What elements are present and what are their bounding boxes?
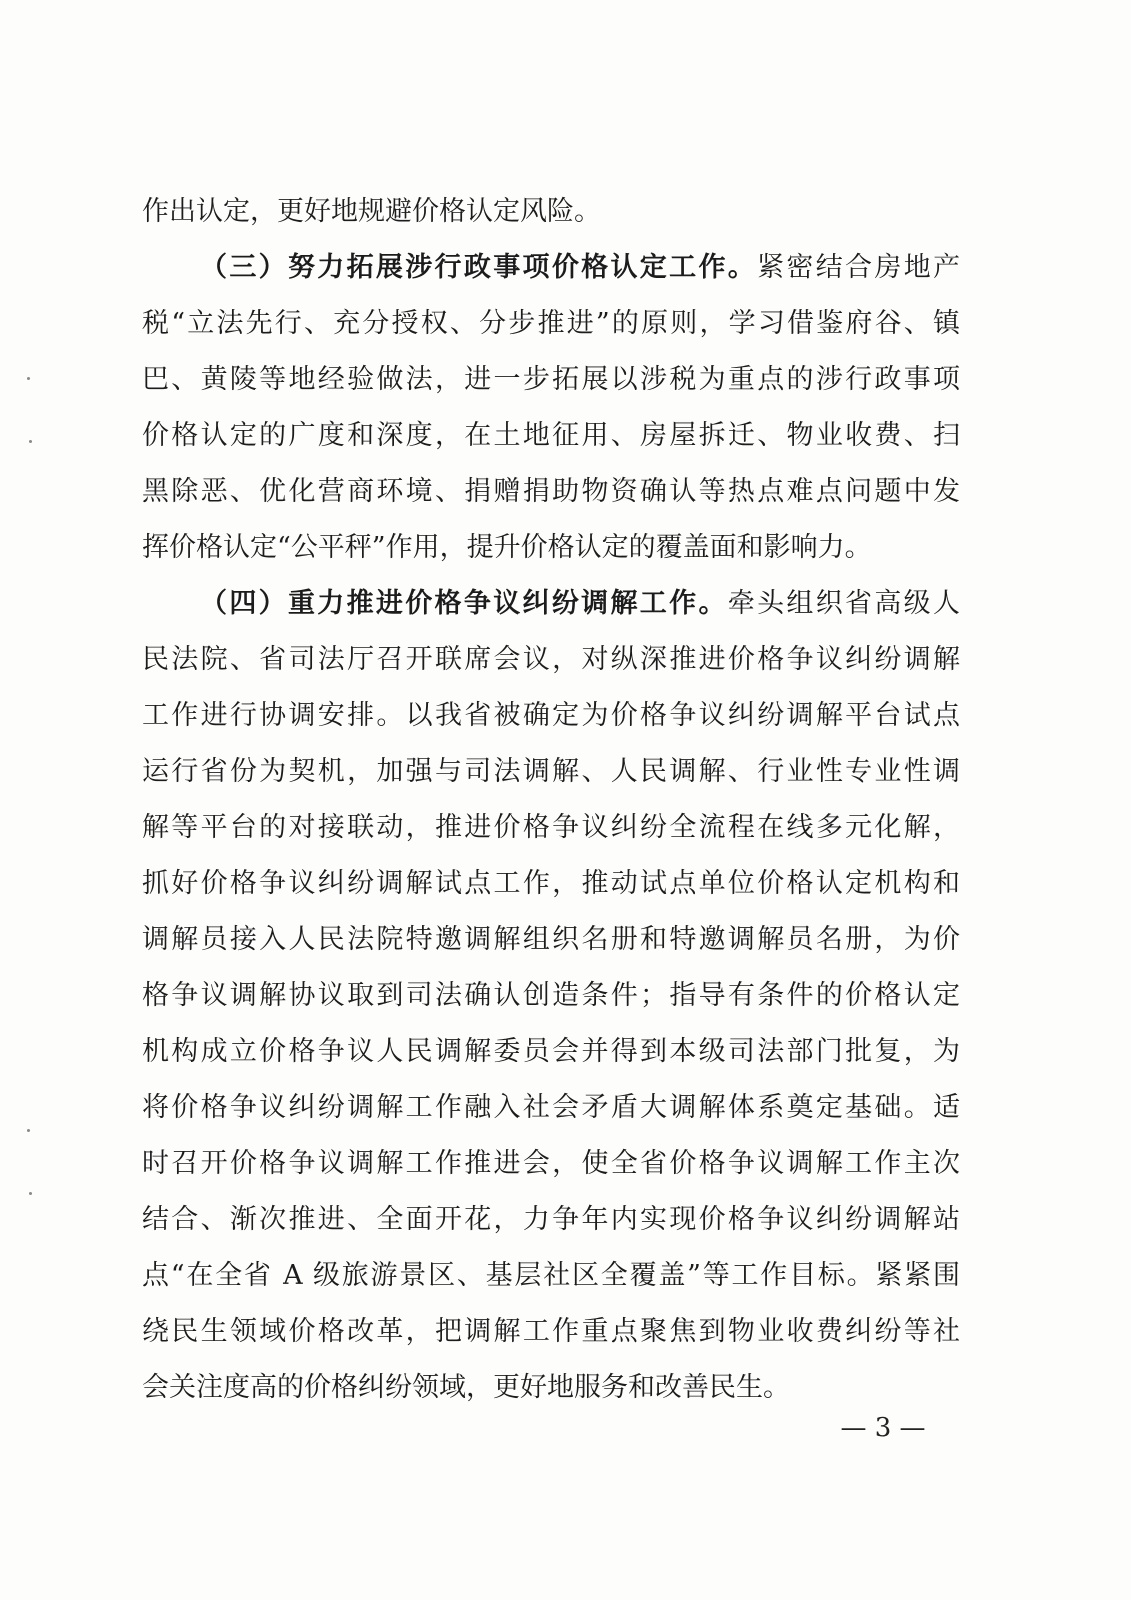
text-line	[142, 1136, 960, 1192]
scan-speck	[27, 1129, 30, 1132]
page-number: — 3 —	[840, 1413, 926, 1443]
text-line	[142, 1192, 960, 1248]
line-text: 解等平台的对接联动，推进价格争议纠纷全流程在线多元化解，	[142, 812, 960, 843]
line-text: 运行省份为契机，加强与司法调解、人民调解、行业性专业性调	[142, 756, 960, 787]
text-line	[142, 744, 960, 800]
scan-speck	[29, 440, 32, 443]
text-line	[142, 688, 960, 744]
text-line	[142, 1304, 960, 1360]
text-line	[142, 800, 960, 856]
text-line	[142, 1360, 960, 1416]
section-four-heading-line	[142, 576, 960, 632]
text-line	[142, 856, 960, 912]
text-line	[142, 912, 960, 968]
text-line	[142, 632, 960, 688]
text-line	[142, 1248, 960, 1304]
text-line	[142, 184, 960, 240]
text-line	[142, 352, 960, 408]
text-line	[142, 464, 960, 520]
text-line	[142, 296, 960, 352]
line-text: 结合、渐次推进、全面开花，力争年内实现价格争议纠纷调解站	[142, 1204, 960, 1235]
line-text: 作出认定，更好地规避价格认定风险。	[142, 196, 601, 227]
section-three-heading-line	[142, 240, 960, 296]
line-text: 绕民生领域价格改革，把调解工作重点聚焦到物业收费纠纷等社	[142, 1316, 960, 1347]
line-text: 点“在全省 A 级旅游景区、基层社区全覆盖”等工作目标。紧紧围	[142, 1260, 960, 1291]
text-line	[142, 520, 960, 576]
text-line	[142, 968, 960, 1024]
line-text: 格争议调解协议取到司法确认创造条件；指导有条件的价格认定	[142, 980, 960, 1011]
line-text: 会关注度高的价格纠纷领域，更好地服务和改善民生。	[142, 1372, 790, 1403]
text-line	[142, 1024, 960, 1080]
line-text: 机构成立价格争议人民调解委员会并得到本级司法部门批复，为	[142, 1036, 960, 1067]
scan-speck	[27, 377, 30, 380]
body-text	[142, 184, 960, 1416]
line-text: 将价格争议纠纷调解工作融入社会矛盾大调解体系奠定基础。适	[142, 1092, 960, 1123]
line-text: 挥价格认定“公平秤”作用，提升价格认定的覆盖面和影响力。	[142, 532, 872, 563]
section-heading: （四）重力推进价格争议纠纷调解工作。	[200, 588, 728, 619]
section-heading: （三）努力拓展涉行政事项价格认定工作。	[200, 252, 758, 283]
line-text: 巴、黄陵等地经验做法，进一步拓展以涉税为重点的涉行政事项	[142, 364, 960, 395]
line-text: 民法院、省司法厅召开联席会议，对纵深推进价格争议纠纷调解	[142, 644, 960, 675]
line-text: 抓好价格争议纠纷调解试点工作，推动试点单位价格认定机构和	[142, 868, 960, 899]
line-text: 税“立法先行、充分授权、分步推进”的原则，学习借鉴府谷、镇	[142, 308, 960, 339]
text-line	[142, 1080, 960, 1136]
scan-speck	[29, 1192, 32, 1195]
line-text: 牵头组织省高级人	[727, 588, 961, 619]
line-text: 时召开价格争议调解工作推进会，使全省价格争议调解工作主次	[142, 1148, 960, 1179]
line-text: 价格认定的广度和深度，在土地征用、房屋拆迁、物业收费、扫	[142, 420, 960, 451]
line-text: 工作进行协调安排。以我省被确定为价格争议纠纷调解平台试点	[142, 700, 960, 731]
line-text: 紧密结合房地产	[757, 252, 961, 283]
text-line	[142, 408, 960, 464]
line-text: 调解员接入人民法院特邀调解组织名册和特邀调解员名册，为价	[142, 924, 960, 955]
line-text: 黑除恶、优化营商环境、捐赠捐助物资确认等热点难点问题中发	[142, 476, 960, 507]
